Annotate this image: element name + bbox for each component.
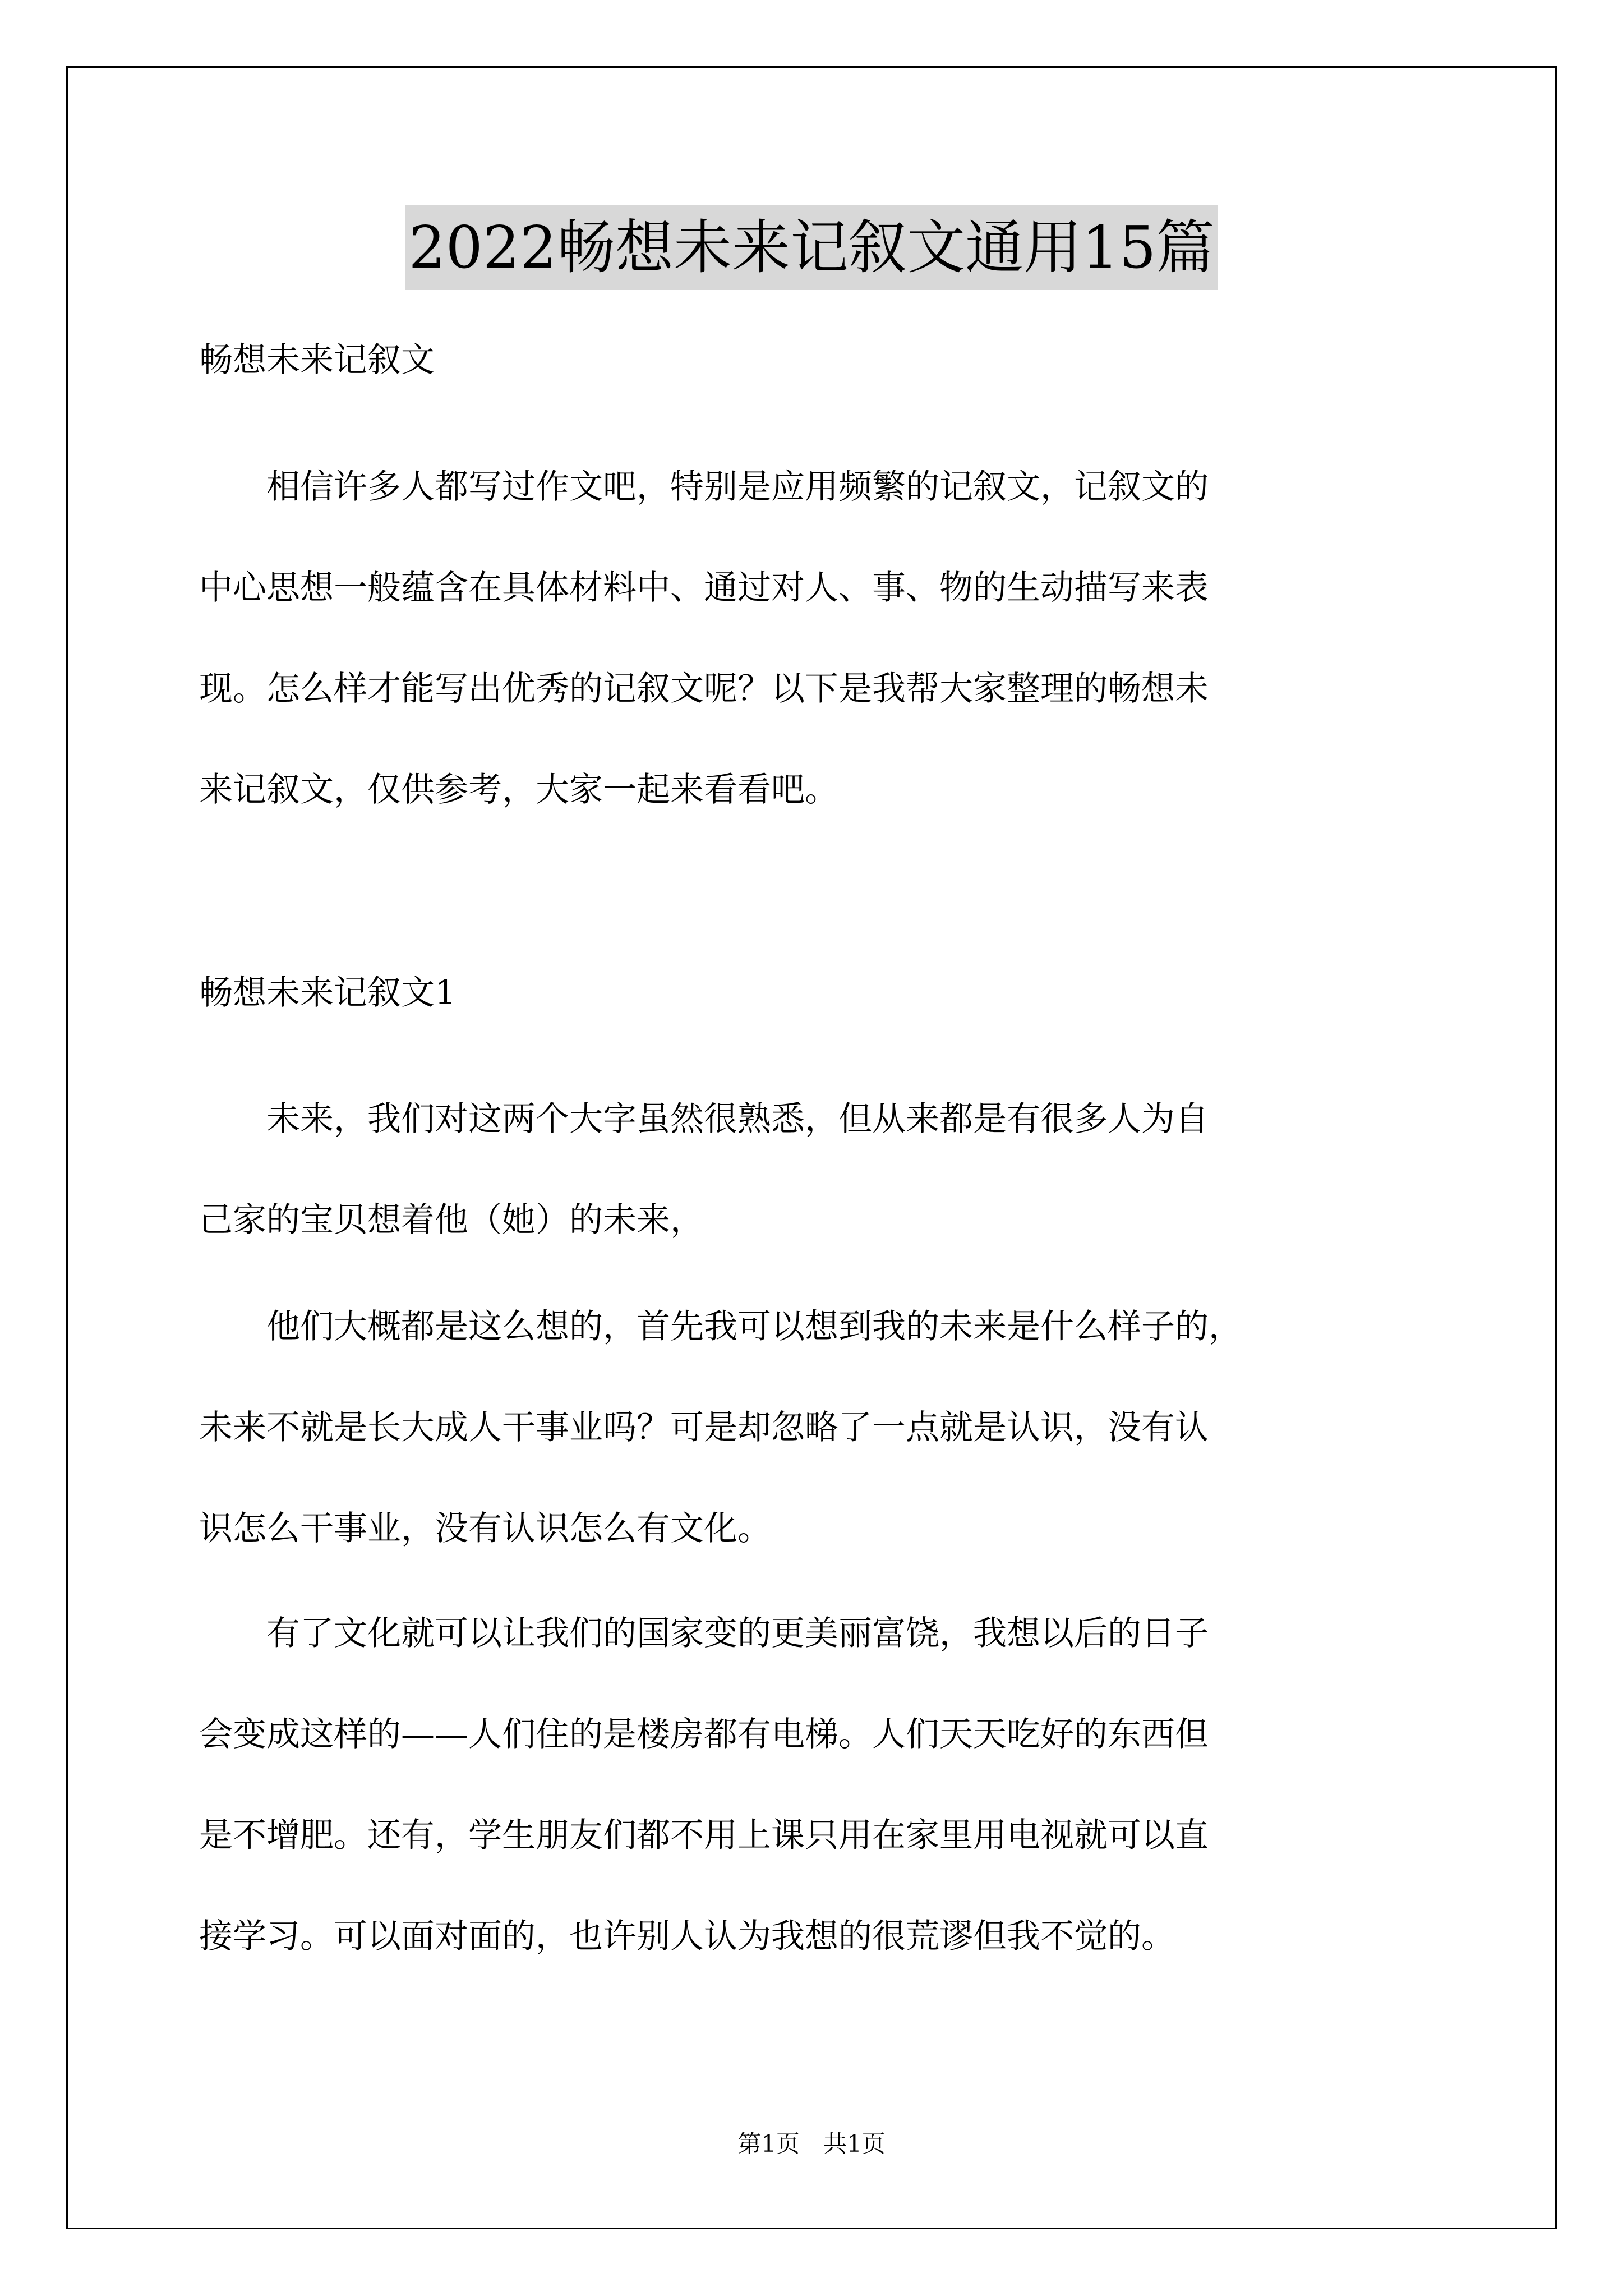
title-container xyxy=(0,205,1623,290)
section-paragraph-2: 他们大概都是这么想的，首先我可以想到我的未来是什么样子的， 未来不就是长大成人干事业吗？可是却忽略了一点就是认识，没有认 识怎么干事业，没有认识怎么有文化。 xyxy=(199,1307,1242,1548)
section-paragraph-3: 有了文化就可以让我们的国家变的更美丽富饶，我想以后的日子 会变成这样的——人们住的是楼房都有电梯。人们天天吃好的东西但 是不增肥。还有，学生朋友们都不用上课只用在家里用电视就可以直 接学习。可以面对面的，也许别人认为我想的很荒谬但我不觉的。 xyxy=(199,1614,1209,1956)
intro-heading: 畅想未来记叙文 xyxy=(199,341,435,380)
section-paragraph-1: 未来，我们对这两个大字虽然很熟悉，但从来都是有很多人为自 己家的宝贝想着他（她）的未来， xyxy=(199,1099,1209,1240)
section-heading: 畅想未来记叙文1 xyxy=(199,973,457,1013)
intro-paragraph: 相信许多人都写过作文吧，特别是应用频繁的记叙文，记叙文的 中心思想一般蕴含在具体材料中、通过对人、事、物的生动描写来表 现。怎么样才能写出优秀的记叙文呢？以下是我帮大家整理的畅想未 来记叙文，仅供参考，大家一起来看看吧。 xyxy=(199,467,1209,809)
document-title: 2022畅想未来记叙文通用15篇 xyxy=(405,205,1218,290)
page-footer: 第1页 共1页 xyxy=(737,2130,886,2157)
